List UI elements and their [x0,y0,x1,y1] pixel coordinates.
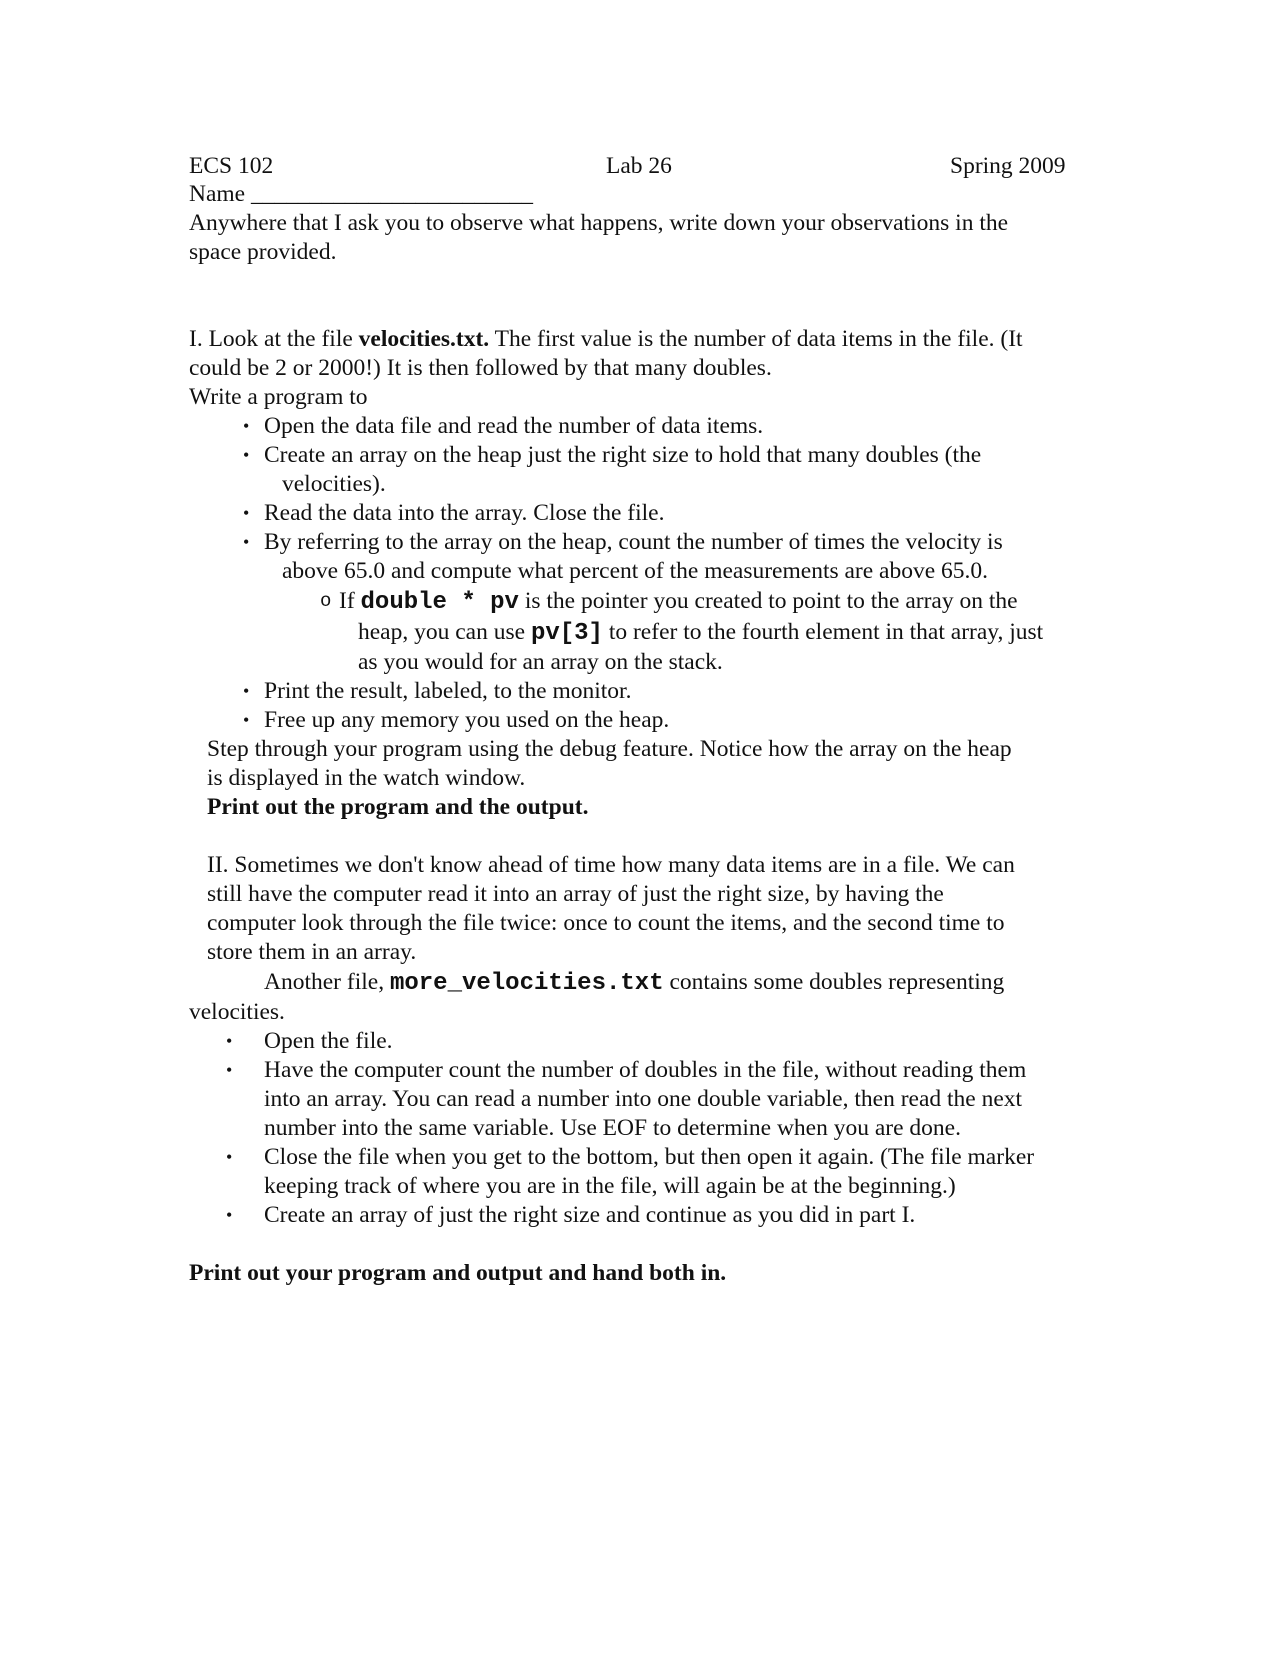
list-item-cont: number into the same variable. Use EOF to determine when you are done. [264,1115,961,1141]
bullet-icon: • [226,1060,233,1080]
term-label: Spring 2009 [950,153,1066,179]
bullet-icon: • [243,681,250,701]
list-item: Have the computer count the number of doubles in the file, without reading them [264,1057,1027,1083]
print-instruction: Print out the program and the output. [207,794,589,820]
lab-label: Lab 26 [606,153,672,179]
list-item: Read the data into the array. Close the file. [264,500,665,526]
list-item: Print the result, labeled, to the monitor. [264,678,632,704]
bullet-icon: • [243,532,250,552]
sub-list-item-cont: heap, you can use pv[3] to refer to the fourth element in that array, just [358,619,1044,647]
list-item: Create an array on the heap just the right size to hold that many doubles (the [264,442,982,468]
intro-line: space provided. [189,239,337,265]
step-line: is displayed in the watch window. [207,765,526,791]
sub-list-item-cont: as you would for an array on the stack. [358,649,723,675]
list-item: Free up any memory you used on the heap. [264,707,670,733]
code-array-index: pv[3] [530,620,603,647]
bullet-icon: • [226,1147,233,1167]
list-item-cont: above 65.0 and compute what percent of the measurements are above 65.0. [282,558,989,584]
filename-velocities: velocities.txt. [358,326,490,352]
filename-more-velocities: more_velocities.txt [389,970,664,997]
part2-line: Another file, more_velocities.txt contains some doubles representing [264,969,1005,997]
bullet-icon: • [243,503,250,523]
bullet-icon: • [226,1031,233,1051]
sub-bullet-icon: o [320,590,332,612]
code-pointer-decl: double * pv [360,589,519,616]
name-line: Name ________________________ [189,181,533,207]
part1-line2: could be 2 or 2000!) It is then followed by that many doubles. [189,355,772,381]
part1-line3: Write a program to [189,384,368,410]
list-item: Create an array of just the right size and continue as you did in part I. [264,1202,916,1228]
part2-line: store them in an array. [207,939,417,965]
part2-line: II. Sometimes we don't know ahead of time how many data items are in a file. We can [207,852,1015,878]
part2-line: velocities. [189,999,285,1025]
bullet-icon: • [243,445,250,465]
part2-line: still have the computer read it into an array of just the right size, by having the [207,881,944,907]
bullet-icon: • [226,1205,233,1225]
final-instruction: Print out your program and output and hand both in. [189,1260,727,1286]
list-item: Close the file when you get to the bottom, but then open it again. (The file marker [264,1144,1035,1170]
list-item-cont: velocities). [282,471,386,497]
part1-line1: I. Look at the file velocities.txt. The first value is the number of data items in the file. (It [189,326,1023,352]
course-label: ECS 102 [189,153,274,179]
list-item: Open the file. [264,1028,393,1054]
intro-line: Anywhere that I ask you to observe what happens, write down your observations in the [189,210,1009,236]
list-item-cont: keeping track of where you are in the file, will again be at the beginning.) [264,1173,956,1199]
list-item: Open the data file and read the number of data items. [264,413,764,439]
list-item: By referring to the array on the heap, count the number of times the velocity is [264,529,1003,555]
step-line: Step through your program using the debug feature. Notice how the array on the heap [207,736,1012,762]
list-item-cont: into an array. You can read a number into one double variable, then read the next [264,1086,1023,1112]
sub-list-item: If double * pv is the pointer you created to point to the array on the [339,588,1018,616]
bullet-icon: • [243,710,250,730]
bullet-icon: • [243,416,250,436]
part2-line: computer look through the file twice: once to count the items, and the second time to [207,910,1005,936]
